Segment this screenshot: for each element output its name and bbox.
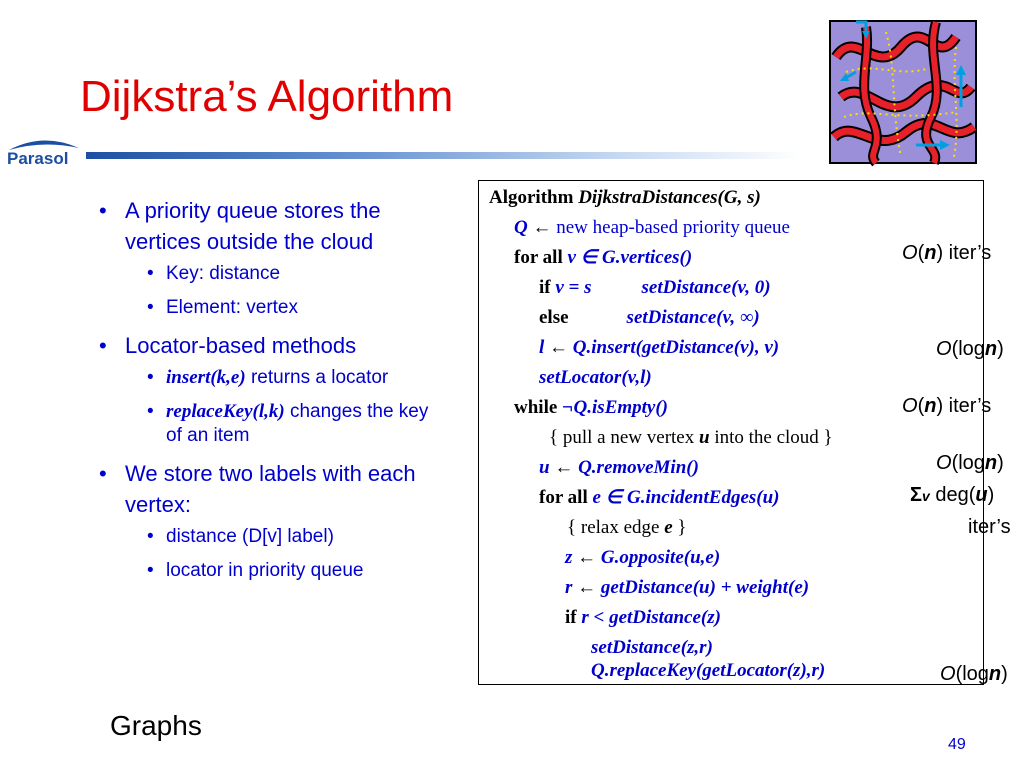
algo-line-10: u ← Q.removeMin() xyxy=(539,457,699,478)
bullet-priority-queue: • A priority queue stores the vertices outside the cloud xyxy=(96,195,441,257)
complexity-while-loop: O(n) iter’s xyxy=(902,395,992,417)
algo-line-13: z ← G.opposite(u,e) xyxy=(565,547,721,568)
bullet-locator-methods: • Locator-based methods xyxy=(96,330,441,361)
page-number: 49 xyxy=(948,736,966,753)
slide-title: Dijkstra’s Algorithm xyxy=(80,72,454,121)
algo-line-8: while ¬Q.isEmpty() xyxy=(514,397,669,418)
algo-line-15: if r < getDistance(z) xyxy=(565,607,721,628)
algo-line-11: for all e ∈ G.incidentEdges(u) xyxy=(539,487,780,508)
algo-line-9: { pull a new vertex u into the cloud } xyxy=(549,427,833,448)
algo-line-2: Q ← new heap-based priority queue xyxy=(514,217,790,238)
algo-line-5: else setDistance(v, ∞) xyxy=(539,307,760,328)
parasol-logo xyxy=(3,134,83,172)
sub-bullet-insert xyxy=(143,366,441,390)
algo-line-3: for all v ∈ G.vertices() xyxy=(514,247,693,268)
insert-signature: insert(k,e) xyxy=(166,367,246,388)
sub-bullet-element: • Element: vertex xyxy=(143,296,441,320)
sub-bullet-replacekey xyxy=(143,400,441,448)
sub-bullet-distance: • distance (D[v] label) xyxy=(143,525,441,549)
complexity-remove-min: O(logn) xyxy=(936,452,1004,474)
complexity-insert: O(logn) xyxy=(936,338,1004,360)
title-rule xyxy=(86,152,802,159)
sub-bullet-locator: • locator in priority queue xyxy=(143,559,441,583)
complexity-sum-degree: Σv deg(u) xyxy=(910,484,995,506)
bullet-two-labels: • We store two labels with each vertex: xyxy=(96,458,441,520)
algo-line-17: Q.replaceKey(getLocator(z),r) xyxy=(591,660,826,681)
slide-footer: Graphs xyxy=(110,710,202,741)
sub-bullet-key: • Key: distance xyxy=(143,262,441,286)
algo-line-14: r ← getDistance(u) + weight(e) xyxy=(565,577,810,598)
bullet-list xyxy=(96,195,441,593)
replacekey-description: changes the key of an item xyxy=(166,401,429,446)
algo-line-4: if v = s setDistance(v, 0) xyxy=(539,277,771,298)
algo-line-6: l ← Q.insert(getDistance(v), v) xyxy=(539,337,780,358)
algo-line-1: Algorithm DijkstraDistances(G, s) xyxy=(489,187,761,208)
algo-line-16: setDistance(z,r) xyxy=(591,637,713,658)
svg-text:Parasol: Parasol xyxy=(7,149,69,168)
replacekey-signature: replaceKey(l,k) xyxy=(166,401,285,422)
complexity-replace-key: O(logn) xyxy=(940,663,1008,685)
complexity-vertices-loop: O(n) iter’s xyxy=(902,242,992,264)
insert-description: returns a locator xyxy=(245,367,389,388)
algo-line-12: { relax edge e } xyxy=(567,517,687,538)
algo-line-7: setLocator(v,l) xyxy=(539,367,652,388)
complexity-iters: iter’s xyxy=(968,516,1011,538)
maze-illustration xyxy=(826,17,980,167)
